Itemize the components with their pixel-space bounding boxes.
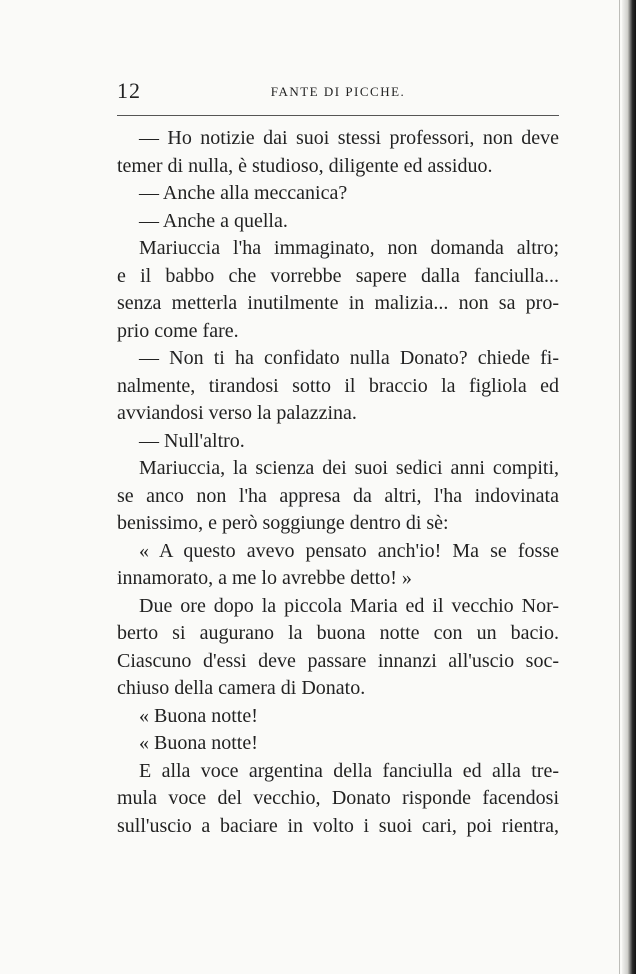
text-line: — Non ti ha confidato nulla Donato? chiede fi- [139,347,559,369]
text-line: berto si augurano la buona notte con un bacio. [117,622,559,644]
text-line: innamorato, a me lo avrebbe detto! » [117,567,412,589]
page-header [117,80,559,104]
text-line: E alla voce argentina della fanciulla ed alla tre- [139,759,559,782]
text-line: Due ore dopo la piccola Maria ed il vecchio Nor- [139,594,559,617]
text-line: « A questo avevo pensato anch'io! Ma se fosse [139,539,559,562]
page-number: 12 [117,78,141,103]
text-line: « Buona notte! [139,732,258,754]
body-text [117,125,559,840]
text-line: avviandosi verso la palazzina. [117,402,357,424]
text-line: sull'uscio a baciare in volto i suoi cari, poi rientra, [117,814,559,837]
text-line: e il babbo che vorrebbe sapere dalla fanciulla... [117,264,559,287]
page-edge-shadow [622,0,636,974]
text-line: se anco non l'ha appresa da altri, l'ha indovinata [117,484,559,507]
text-line: chiuso della camera di Donato. [117,677,366,699]
text-line: benissimo, e però soggiunge dentro di sè: [117,512,449,534]
text-line: senza metterla inutilmente in malizia... non sa pro- [117,292,559,314]
running-title: FANTE DI PICCHE. [270,84,406,99]
text-line: — Ho notizie dai suoi stessi professori, non deve [139,127,559,149]
text-line: temer di nulla, è studioso, diligente ed assiduo. [117,154,493,177]
text-line: Mariuccia l'ha immaginato, non domanda altro; [139,237,559,259]
text-line: Ciascuno d'essi deve passare innanzi all'uscio soc- [117,649,559,672]
text-line: — Anche a quella. [139,209,288,232]
text-line: prio come fare. [117,319,239,342]
text-line: — Anche alla meccanica? [139,182,348,204]
header-rule [117,115,559,116]
page-edge-line [619,0,620,974]
text-line: « Buona notte! [139,704,258,727]
text-line: — Null'altro. [139,429,245,452]
text-line: mula voce del vecchio, Donato risponde facendosi [117,787,559,809]
text-line: Mariuccia, la scienza dei suoi sedici anni compiti, [139,457,559,479]
text-line: nalmente, tirandosi sotto il braccio la figliola ed [117,374,559,397]
